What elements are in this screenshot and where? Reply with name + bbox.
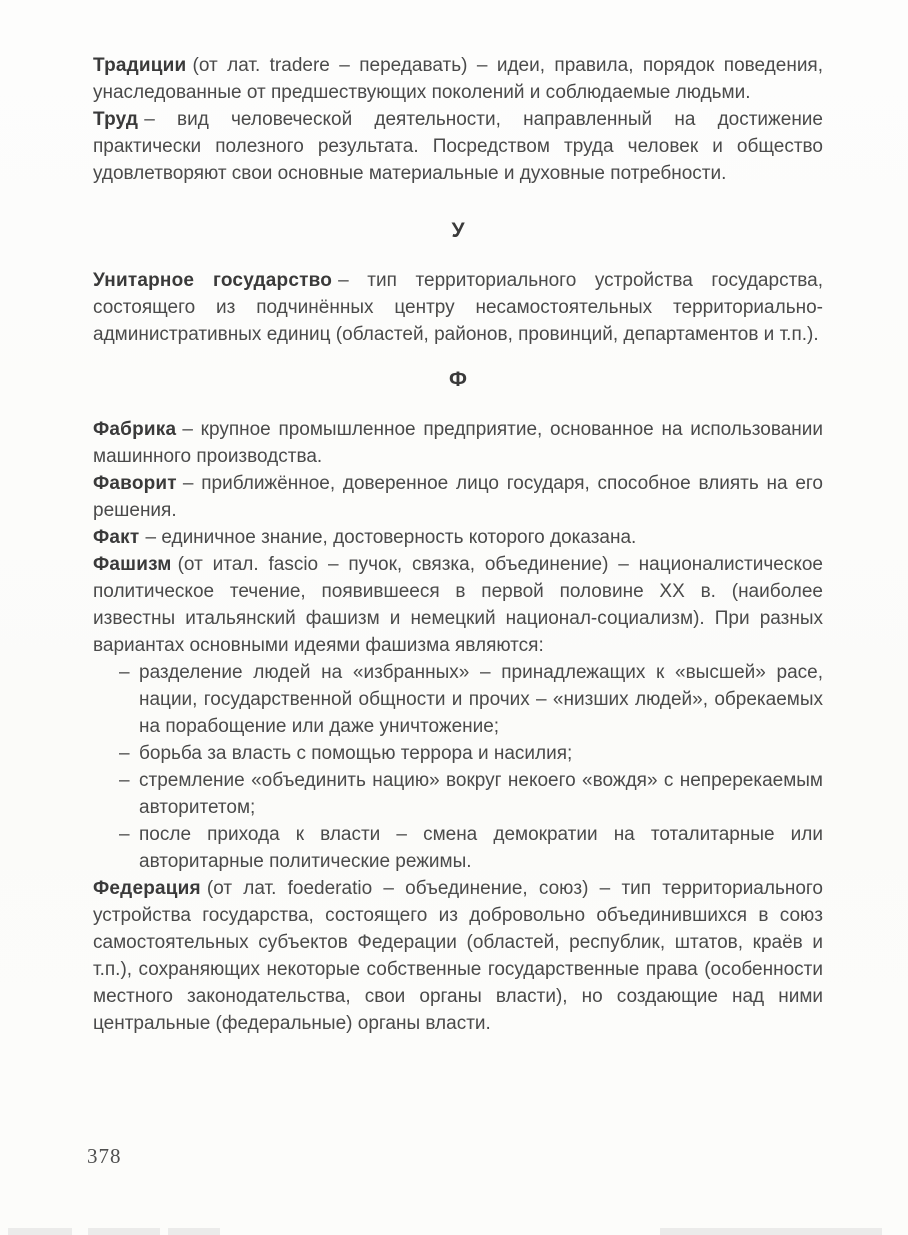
- list-dash: –: [119, 770, 130, 791]
- term-federaciya: Федерация: [93, 878, 201, 899]
- list-item-text: стремление «объединить нацию» вокруг некоего «вождя» с непререкаемым авторитетом;: [139, 770, 823, 818]
- scan-artifact: [88, 1228, 160, 1235]
- term-favorit: Фаворит: [93, 473, 177, 494]
- term-tradicii: Традиции: [93, 55, 187, 76]
- glossary-entry-fashizm: [93, 551, 823, 659]
- term-unitarnoe: Унитарное государство: [93, 270, 333, 291]
- definition-fashizm: (от итал. fascio – пучок, связка, объединение) – националистическое политическое течение, появившееся в первой половине XX в. (наиболее известны итальянский фашизм и немецкий национал-социализм). При разных вариантах основными идеями фашизма являются:: [93, 554, 823, 656]
- term-fakt: Факт: [93, 527, 140, 548]
- term-trud: Труд: [93, 109, 139, 130]
- scan-artifact: [660, 1228, 882, 1235]
- list-dash: –: [119, 824, 130, 845]
- list-item-text: после прихода к власти – смена демократии на тоталитарные или авторитарные политические режимы.: [139, 824, 823, 872]
- definition-trud: – вид человеческой деятельности, направленный на достижение практически полезного результата. Посредством труда человек и общество удовлетворяют свои основные материальные и духовные потребности.: [93, 109, 823, 184]
- list-dash: –: [119, 662, 130, 683]
- glossary-entry-trud: [93, 106, 823, 187]
- definition-tradicii: (от лат. tradere – передавать) – идеи, правила, порядок поведения, унаследованные от предшествующих поколений и соблюдаемые людьми.: [93, 55, 823, 103]
- list-item-text: борьба за власть с помощью террора и насилия;: [139, 743, 573, 764]
- definition-fabrika: – крупное промышленное предприятие, основанное на использовании машинного производства.: [93, 419, 823, 467]
- glossary-entry-fakt: [93, 524, 823, 551]
- glossary-text-block: [93, 52, 823, 1037]
- fashizm-ideas-list: [93, 659, 823, 875]
- glossary-entry-tradicii: [93, 52, 823, 106]
- scan-artifact: [168, 1228, 220, 1235]
- list-item: [93, 821, 823, 875]
- list-item-text: разделение людей на «избранных» – принадлежащих к «высшей» расе, нации, государственной общности и прочих – «низших людей», обрекаемых на порабощение или даже уничтожение;: [139, 662, 823, 737]
- glossary-entry-favorit: [93, 470, 823, 524]
- list-dash: –: [119, 743, 130, 764]
- list-item: [93, 740, 823, 767]
- definition-federaciya: (от лат. foederatio – объединение, союз) – тип территориального устройства государства, состоящего из добровольно объединившихся в союз самостоятельных субъектов Федерации (областей, республик, штатов, краёв и т.п.), сохраняющих некоторые собственные государственные права (особенности местного законодательства, свои органы власти), но создающие над ними центральные (федеральные) органы власти.: [93, 878, 823, 1034]
- page-number: 378: [87, 1144, 122, 1168]
- term-fashizm: Фашизм: [93, 554, 172, 575]
- scan-artifact: [8, 1228, 72, 1235]
- glossary-entry-federaciya: [93, 875, 823, 1037]
- definition-favorit: – приближённое, доверенное лицо государя, способное влиять на его решения.: [93, 473, 823, 521]
- section-header-f: Ф: [449, 368, 467, 391]
- section-header-u: У: [451, 219, 465, 242]
- glossary-entry-unitarnoe: [93, 267, 823, 348]
- definition-fakt: – единичное знание, достоверность которого доказана.: [145, 527, 637, 548]
- glossary-entry-fabrika: [93, 416, 823, 470]
- term-fabrika: Фабрика: [93, 419, 177, 440]
- list-item: [93, 767, 823, 821]
- list-item: [93, 659, 823, 740]
- definition-unitarnoe: – тип территориального устройства государства, состоящего из подчинённых центру несамостоятельных территориально-административных единиц (областей, районов, провинций, департаментов и т.п.).: [93, 270, 823, 345]
